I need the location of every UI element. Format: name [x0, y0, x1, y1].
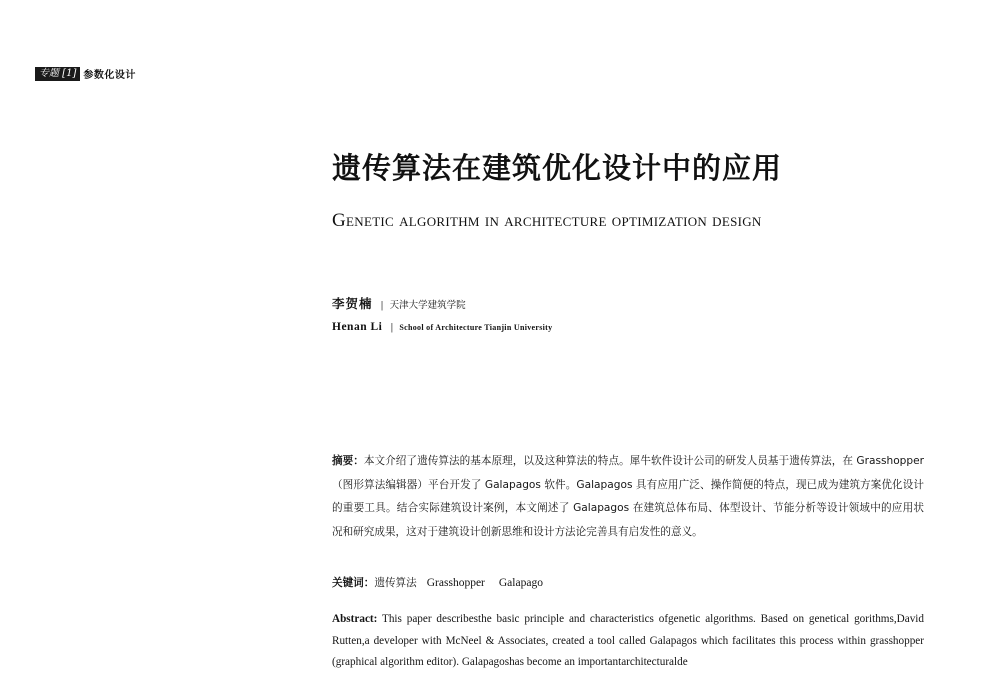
keyword-item: Grasshopper: [426, 577, 485, 589]
author-separator: |: [390, 323, 394, 333]
affiliation-english: School of Architecture Tianjin University: [399, 323, 553, 332]
author-name-english: Henan Li: [332, 321, 383, 333]
affiliation-chinese: 天津大学建筑学院: [389, 300, 466, 311]
abstract-chinese-text: 本文介绍了遗传算法的基本原理，以及这种算法的特点。犀牛软件设计公司的研发人员基于遗传算法，在 Grasshopper（图形算法编辑器）平台开发了 Galapagos 软件。Galapagos 具有应用广泛、操作简便的特点，现已成为建筑方案优化设计的重要工具。结合实际建筑设计案例，本文阐述了 Galapagos 在建筑总体布局、体型设计、节能分析等设计领域中的应用状况和研究成果，这对于建筑设计创新思维和设计方法论完善具有启发性的意义。: [332, 455, 925, 538]
running-header: [35, 66, 136, 81]
abstract-chinese-label: 摘要：: [332, 455, 364, 467]
keywords-label: 关键词：: [332, 577, 375, 589]
section-label: 参数化设计: [83, 70, 136, 81]
journal-tag: 专题 [1]: [35, 67, 80, 81]
author-line-english: [332, 321, 552, 333]
abstract-chinese: [332, 450, 924, 544]
author-name-chinese: 李贺楠: [332, 296, 373, 311]
keywords: [332, 575, 557, 590]
abstract-english-label: Abstract:: [332, 613, 378, 625]
author-line-chinese: [332, 294, 466, 312]
title-english: Genetic algorithm in architecture optimization design: [332, 210, 762, 231]
keyword-item: Galapago: [498, 577, 543, 589]
author-separator: |: [380, 301, 384, 311]
abstract-english-text: This paper describesthe basic principle and characteristics ofgenetic algorithms. Based on genetical gorithms,David Rutten,a developer with McNeel & Associates, created a tool called Galapagos which facilitates this process within grasshopper (graphical algorithm editor). Galapagoshas become an importantarchitecturalde: [332, 613, 924, 668]
keyword-item: 遗传算法: [374, 577, 417, 589]
title-chinese: 遗传算法在建筑优化设计中的应用: [332, 151, 783, 185]
